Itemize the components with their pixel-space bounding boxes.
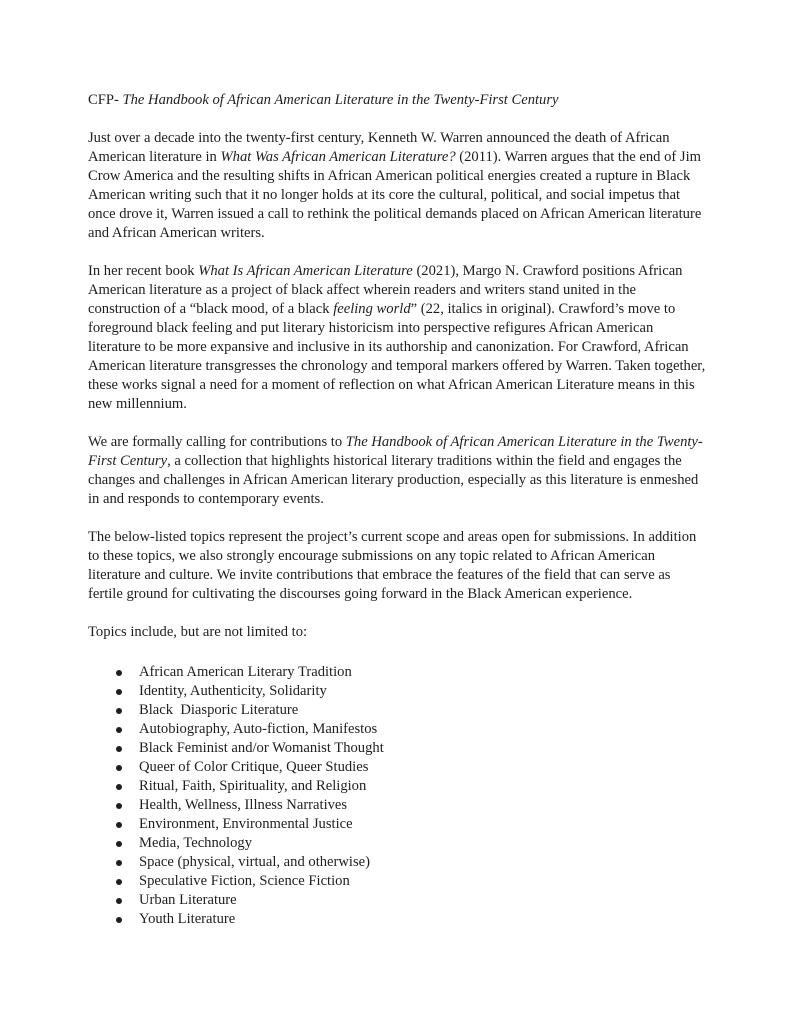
topic-label: African American Literary Tradition (139, 664, 352, 680)
bullet-icon (116, 860, 122, 866)
bullet-icon (116, 708, 122, 714)
book-title: What Is African American Literature (198, 263, 413, 279)
bullet-icon (116, 917, 122, 923)
bullet-icon (116, 670, 122, 676)
bullet-icon (116, 879, 122, 885)
document-title (88, 91, 708, 110)
topic-item (88, 834, 708, 853)
topics-intro: Topics include, but are not limited to: (88, 624, 308, 640)
book-title: What Was African American Literature? (220, 149, 456, 165)
paragraph-text: (2011). Warren argues that the end of Jim Crow America and the resulting shifts in African American political energies created a rupture in Black American writing such that it no longer holds at its core the cultural, political, and social impetus that once drove it, Warren issued a call to rethink the political demands placed on African American literature and African American writers. (88, 149, 702, 241)
topic-item (88, 682, 708, 701)
topic-item (88, 910, 708, 929)
bullet-icon (116, 689, 122, 695)
topic-label: Autobiography, Auto-fiction, Manifestos (139, 721, 378, 737)
topic-item (88, 739, 708, 758)
paragraph-text: ” (22, italics in original). Crawford’s move to foreground black feeling and put literary historicism into perspective refigures African American literature to be more expansive and inclusive in its authorship and canonization. For Crawford, African American literature transgresses the chronology and temporal markers offered by Warren. Taken together, these works signal a need for a moment of reflection on what African American Literature means in this new millennium. (88, 301, 706, 412)
topic-item (88, 891, 708, 910)
bullet-icon (116, 841, 122, 847)
paragraph-text: In her recent book (88, 263, 199, 279)
bullet-icon (116, 898, 122, 904)
book-title: The Handbook of African American Literature in the Twenty-First Century (88, 434, 703, 469)
topic-item (88, 758, 708, 777)
document-page (88, 91, 708, 929)
topic-label: Ritual, Faith, Spirituality, and Religion (139, 778, 367, 794)
topic-label: Youth Literature (139, 911, 236, 927)
title-prefix: CFP- (88, 92, 123, 108)
bullet-icon (116, 727, 122, 733)
bullet-icon (116, 784, 122, 790)
topic-label: Identity, Authenticity, Solidarity (139, 683, 327, 699)
topic-label: Space (physical, virtual, and otherwise) (139, 854, 370, 870)
bullet-icon (116, 746, 122, 752)
topic-label: Black Feminist and/or Womanist Thought (139, 740, 384, 756)
paragraph-scope: The below-listed topics represent the project’s current scope and areas open for submissions. In addition to these topics, we also strongly encourage submissions on any topic related to African American literature and culture. We invite contributions that embrace the features of the field that can serve as fertile ground for cultivating the discourses going forward in the Black American experience. (88, 529, 697, 602)
topic-item (88, 872, 708, 891)
topic-label: Queer of Color Critique, Queer Studies (139, 759, 369, 775)
topic-label: Media, Technology (139, 835, 253, 851)
topic-item (88, 777, 708, 796)
topic-item (88, 701, 708, 720)
topic-item (88, 720, 708, 739)
topic-item (88, 815, 708, 834)
bullet-icon (116, 765, 122, 771)
paragraph-warren (88, 129, 708, 243)
topic-label: Environment, Environmental Justice (139, 816, 353, 832)
topic-label: Urban Literature (139, 892, 237, 908)
title-italic: The Handbook of African American Literature in the Twenty-First Century (122, 92, 559, 108)
paragraph-text: We are formally calling for contributions to (88, 434, 346, 450)
topic-label: Speculative Fiction, Science Fiction (139, 873, 350, 889)
bullet-icon (116, 803, 122, 809)
topic-item (88, 663, 708, 682)
paragraph-text: , a collection that highlights historical literary traditions within the field and engages the changes and challenges in African American literary production, especially as this literature is enmeshed in and responds to contemporary events. (88, 453, 699, 507)
paragraph-crawford (88, 262, 708, 414)
bullet-icon (116, 822, 122, 828)
paragraph-text: (2021), Margo N. Crawford positions African American literature as a project of black affect wherein readers and writers stand united in the construction of a “black mood, of a black (88, 263, 683, 317)
topic-item (88, 853, 708, 872)
topics-list (88, 663, 708, 929)
italic-phrase: feeling world (333, 301, 411, 317)
paragraph-call (88, 433, 708, 509)
topic-item (88, 796, 708, 815)
topic-label: Health, Wellness, Illness Narratives (139, 797, 348, 813)
topic-label: Black Diasporic Literature (139, 702, 299, 718)
paragraph-text: Just over a decade into the twenty-first century, Kenneth W. Warren announced the death of African American literature in (88, 130, 670, 165)
